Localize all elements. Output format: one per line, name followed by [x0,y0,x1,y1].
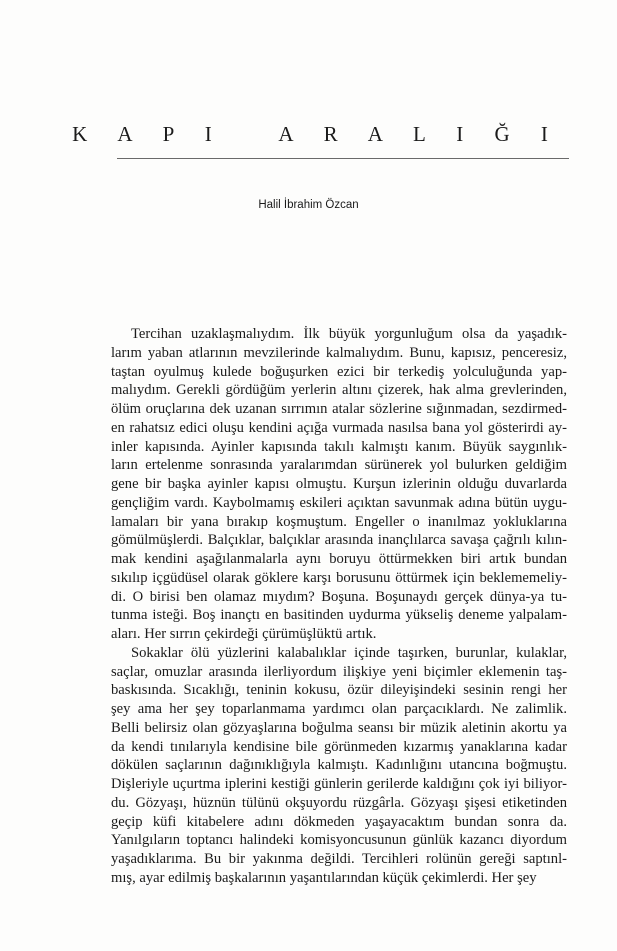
text-line: lamaları bir yana bırakıp koşmuştum. Engeller o inanılmaz yokluklarına [111,513,567,530]
text-line: Yanılgıların toptancı halindeki komisyoncusunun günlük kazancı diyordum [111,832,567,849]
text-line: Dişleriyle uçurtma iplerini kestiği günlerin gerilerde kaldığını çok iyi biliyor- [111,776,567,792]
text-line: du. Gözyaşı, hüznün tülünü okşuyordu rüzgârla. Gözyaşı şişesi etiketinden [111,794,567,811]
text-line: malıydım. Gerekli gördüğüm yerlerin altını çizerek, hak alma grevlerinden, [111,382,567,399]
text-line: sıkılıp içgüdüsel olarak göklere karşı borusunu öttürmek için beklememeliy- [111,569,567,586]
text-line: saçlar, omuzlar arasında ilerliyordum ilişkiye yeni biçimler eklemenin taş- [111,663,567,680]
text-line: gömülmüşlerdi. Balçıklar, balçıklar arasında inançlılarca savaşa çağrılı kılın- [111,532,567,549]
text-line: Belli belirsiz olan gözyaşlarına boğulma seansı bir müzik aletinin akortu ya [111,719,567,736]
text-line: inler kapısında. Ayinler kapısında takılı kalmıştı kanım. Büyük saygınlık- [111,438,567,455]
text-line: tunma isteği. Boş inançtı en basitinden uydurma yükseliş deneme yalpalam- [111,607,567,624]
text-line: dökülen saçlarının dağınıklığıyla kalmıştı. Kadınlığını utancına boğmuştu. [111,757,567,774]
text-line: da kendi tınılarıyla kendisine bile görünmeden kızarmış yanaklarına kadar [111,738,567,755]
text-line: ölüm oruçlarına dek uzanan sırrımın atalar sözlerine sığınmadan, sezdirmed- [111,401,567,417]
text-line: Sokaklar ölü yüzlerini kalabalıklar içinde taşırken, burunlar, kulaklar, [131,644,567,661]
text-line: mış, ayar edilmiş başkalarının yaşantılarından küçük çekimlerdi. Her şey [111,869,537,886]
text-line: di. O birisi ben olamaz mıydım? Boşuna. Boşunaydı gerçek dünya-ya tu- [111,588,567,605]
chapter-title: K A P I A R A L I Ğ I [72,122,561,146]
title-divider [117,158,569,159]
text-line: taştan oyulmuş kulede boğuşurken ezici bir terkediş yolculuğunda yap- [111,363,567,380]
text-line: Tercihan uzaklaşmalıydım. İlk büyük yorgunluğum olsa da yaşadık- [131,326,567,342]
text-line: mak kendini aşağılanmalarla aynı boruyu öttürmekken biri artık bundan [111,551,567,567]
text-line: gene bir başka ayinler kapısı olmuştu. Kurşun izlerinin olduğu duvarlarda [111,476,567,492]
body-text [111,325,567,888]
text-line: ların ertelenme sonrasında yaralarımdan sürünerek yol bulurken geldiğim [111,457,567,474]
text-line: baskısında. Sıcaklığı, teninin kokusu, özür dileyişindeki sesinin rengi her [111,682,567,699]
text-line: gençliğim vardı. Kaybolmamış eskileri açıktan savunmak adına bütün uygu- [111,494,567,511]
text-line: geçip küfi kitabelere adını dökmeden yaşayacaktım bundan sonra da. [111,813,567,830]
text-line: en rahatsız edici oluşu kendini açığa vurmada nasılsa bana yol gösterirdi ay- [111,419,567,436]
text-line: aları. Her sırrın çekirdeği çürümüşlüktü artık. [111,626,377,642]
text-line: larım yaban atlarının mevzilerinde kalmalıydım. Bunu, kapısız, penceresiz, [111,344,567,361]
author-name: Halil İbrahim Özcan [258,199,359,211]
text-line: şey ama her şey toparlanmama yardımcı olan parçacıklardı. Ne zalimlik. [111,701,567,717]
text-line: yaşadıklarıma. Bu bir yakınma değildi. Tercihleri rolünün gereği saptınl- [111,851,567,867]
